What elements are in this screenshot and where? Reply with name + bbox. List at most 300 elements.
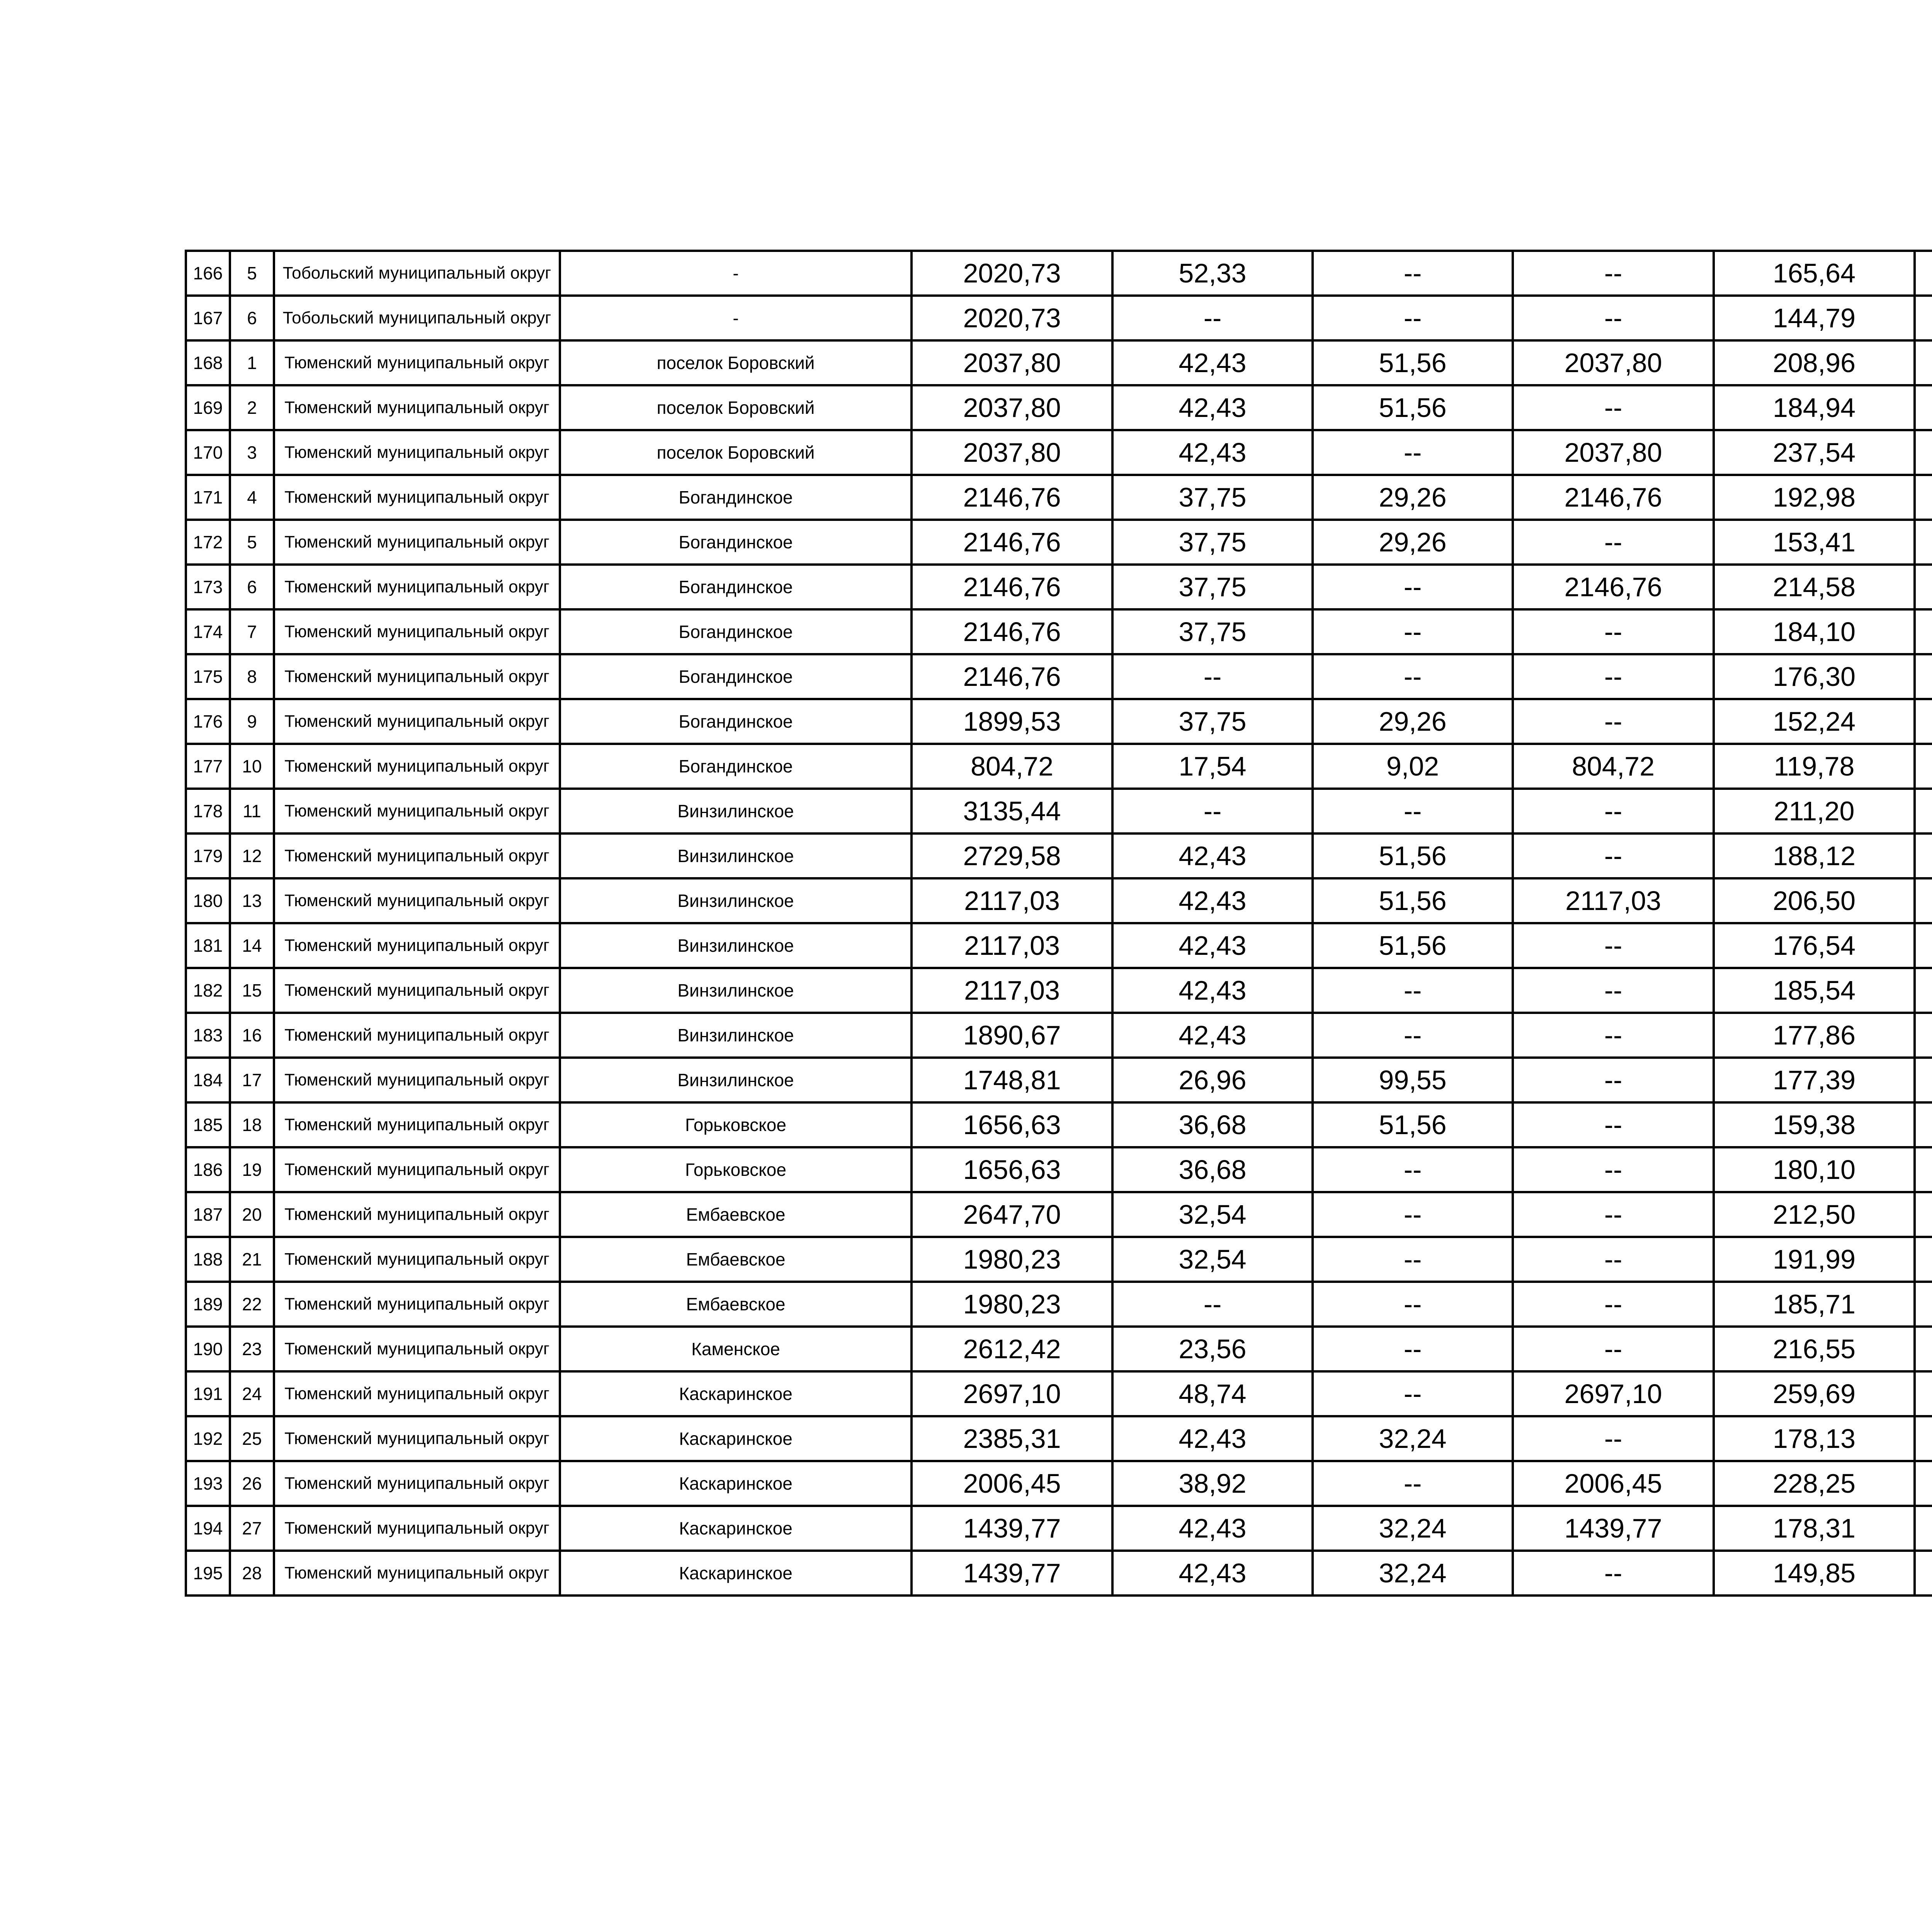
settlement-cell: Горьковское (560, 1102, 912, 1147)
value-cell-4: -- (1513, 609, 1714, 654)
value-cell-4: -- (1513, 654, 1714, 699)
value-cell-4: 2037,80 (1513, 430, 1714, 475)
row-index-cell: 5 (230, 251, 274, 296)
value-cell-2: 23,56 (1112, 1327, 1313, 1371)
value-cell-5: 216,55 (1714, 1327, 1915, 1371)
table-row (186, 878, 1932, 923)
settlement-cell: Ембаевское (560, 1192, 912, 1237)
row-index-cell: 6 (230, 565, 274, 609)
table-row (186, 1192, 1932, 1237)
table-row (186, 340, 1932, 385)
table-body (186, 251, 1932, 1596)
value-cell-5: 119,78 (1714, 744, 1915, 789)
value-cell-5: 184,10 (1714, 609, 1915, 654)
value-cell-1: 2647,70 (912, 1192, 1112, 1237)
value-cell-5: 185,71 (1714, 1282, 1915, 1327)
value-cell-1: 804,72 (912, 744, 1112, 789)
table-row (186, 296, 1932, 340)
value-cell-2: 42,43 (1112, 385, 1313, 430)
row-number-cell: 173 (186, 565, 230, 609)
value-cell-5: 144,79 (1714, 296, 1915, 340)
value-cell-6 (1915, 340, 1932, 385)
municipality-cell: Тюменский муниципальный округ (274, 878, 560, 923)
value-cell-4: -- (1513, 1147, 1714, 1192)
value-cell-1: 2037,80 (912, 340, 1112, 385)
row-index-cell: 25 (230, 1416, 274, 1461)
row-number-cell: 195 (186, 1551, 230, 1596)
value-cell-5: 212,50 (1714, 1192, 1915, 1237)
settlement-cell: Богандинское (560, 520, 912, 565)
value-cell-2: 42,43 (1112, 923, 1313, 968)
row-number-cell: 168 (186, 340, 230, 385)
value-cell-3: 51,56 (1313, 833, 1513, 878)
value-cell-6 (1915, 609, 1932, 654)
value-cell-2: 38,92 (1112, 1461, 1313, 1506)
value-cell-6 (1915, 385, 1932, 430)
value-cell-4: -- (1513, 789, 1714, 833)
value-cell-3: 29,26 (1313, 475, 1513, 520)
municipality-cell: Тюменский муниципальный округ (274, 654, 560, 699)
value-cell-2: 48,74 (1112, 1371, 1313, 1416)
value-cell-1: 2006,45 (912, 1461, 1112, 1506)
value-cell-6 (1915, 475, 1932, 520)
row-index-cell: 14 (230, 923, 274, 968)
value-cell-4: -- (1513, 923, 1714, 968)
row-number-cell: 183 (186, 1013, 230, 1058)
value-cell-3: 51,56 (1313, 340, 1513, 385)
table-row (186, 1102, 1932, 1147)
value-cell-1: 2117,03 (912, 923, 1112, 968)
value-cell-4: 2697,10 (1513, 1371, 1714, 1416)
value-cell-6 (1915, 1282, 1932, 1327)
value-cell-5: 165,64 (1714, 251, 1915, 296)
value-cell-6 (1915, 789, 1932, 833)
value-cell-4: 1439,77 (1513, 1506, 1714, 1551)
municipality-cell: Тюменский муниципальный округ (274, 1058, 560, 1102)
value-cell-4: 2117,03 (1513, 878, 1714, 923)
row-index-cell: 6 (230, 296, 274, 340)
table-row (186, 565, 1932, 609)
row-index-cell: 19 (230, 1147, 274, 1192)
row-index-cell: 16 (230, 1013, 274, 1058)
row-number-cell: 185 (186, 1102, 230, 1147)
municipality-cell: Тюменский муниципальный округ (274, 430, 560, 475)
value-cell-2: 52,33 (1112, 251, 1313, 296)
value-cell-4: -- (1513, 1013, 1714, 1058)
row-index-cell: 8 (230, 654, 274, 699)
value-cell-1: 2146,76 (912, 565, 1112, 609)
row-index-cell: 17 (230, 1058, 274, 1102)
value-cell-3: -- (1313, 789, 1513, 833)
municipality-cell: Тюменский муниципальный округ (274, 520, 560, 565)
value-cell-4: -- (1513, 296, 1714, 340)
row-index-cell: 24 (230, 1371, 274, 1416)
municipality-cell: Тобольский муниципальный округ (274, 251, 560, 296)
settlement-cell: Винзилинское (560, 1013, 912, 1058)
row-index-cell: 4 (230, 475, 274, 520)
value-cell-1: 2020,73 (912, 251, 1112, 296)
value-cell-5: 188,12 (1714, 833, 1915, 878)
value-cell-5: 177,39 (1714, 1058, 1915, 1102)
value-cell-5: 191,99 (1714, 1237, 1915, 1282)
settlement-cell: Богандинское (560, 475, 912, 520)
value-cell-6 (1915, 1147, 1932, 1192)
municipality-cell: Тюменский муниципальный округ (274, 1013, 560, 1058)
row-index-cell: 2 (230, 385, 274, 430)
settlement-cell: Богандинское (560, 744, 912, 789)
settlement-cell: Богандинское (560, 699, 912, 744)
value-cell-4: -- (1513, 251, 1714, 296)
value-cell-3: 29,26 (1313, 520, 1513, 565)
value-cell-2: 32,54 (1112, 1237, 1313, 1282)
value-cell-5: 237,54 (1714, 430, 1915, 475)
value-cell-4: 804,72 (1513, 744, 1714, 789)
value-cell-3: 32,24 (1313, 1506, 1513, 1551)
row-index-cell: 20 (230, 1192, 274, 1237)
value-cell-5: 214,58 (1714, 565, 1915, 609)
value-cell-1: 2037,80 (912, 385, 1112, 430)
value-cell-5: 176,54 (1714, 923, 1915, 968)
municipality-cell: Тюменский муниципальный округ (274, 340, 560, 385)
value-cell-5: 152,24 (1714, 699, 1915, 744)
value-cell-4: 2146,76 (1513, 475, 1714, 520)
value-cell-5: 184,94 (1714, 385, 1915, 430)
row-index-cell: 11 (230, 789, 274, 833)
municipality-cell: Тюменский муниципальный округ (274, 1506, 560, 1551)
municipality-cell: Тюменский муниципальный округ (274, 968, 560, 1013)
row-number-cell: 189 (186, 1282, 230, 1327)
value-cell-1: 2146,76 (912, 609, 1112, 654)
value-cell-5: 206,50 (1714, 878, 1915, 923)
value-cell-1: 2729,58 (912, 833, 1112, 878)
value-cell-2: 36,68 (1112, 1147, 1313, 1192)
value-cell-5: 180,10 (1714, 1147, 1915, 1192)
municipality-cell: Тюменский муниципальный округ (274, 1147, 560, 1192)
value-cell-3: -- (1313, 654, 1513, 699)
value-cell-4: -- (1513, 833, 1714, 878)
municipality-cell: Тюменский муниципальный округ (274, 699, 560, 744)
value-cell-3: -- (1313, 1147, 1513, 1192)
value-cell-3: -- (1313, 1327, 1513, 1371)
value-cell-4: -- (1513, 968, 1714, 1013)
municipality-cell: Тюменский муниципальный округ (274, 1282, 560, 1327)
value-cell-6 (1915, 1551, 1932, 1596)
settlement-cell: Ембаевское (560, 1237, 912, 1282)
row-index-cell: 26 (230, 1461, 274, 1506)
value-cell-6 (1915, 1102, 1932, 1147)
value-cell-3: 51,56 (1313, 878, 1513, 923)
value-cell-5: 178,13 (1714, 1416, 1915, 1461)
value-cell-6 (1915, 654, 1932, 699)
value-cell-3: -- (1313, 1013, 1513, 1058)
municipality-cell: Тюменский муниципальный округ (274, 1371, 560, 1416)
value-cell-2: 37,75 (1112, 565, 1313, 609)
value-cell-5: 178,31 (1714, 1506, 1915, 1551)
value-cell-1: 2697,10 (912, 1371, 1112, 1416)
row-index-cell: 9 (230, 699, 274, 744)
value-cell-5: 177,86 (1714, 1013, 1915, 1058)
row-number-cell: 176 (186, 699, 230, 744)
value-cell-1: 2020,73 (912, 296, 1112, 340)
value-cell-2: -- (1112, 296, 1313, 340)
value-cell-1: 2146,76 (912, 475, 1112, 520)
value-cell-2: 42,43 (1112, 1416, 1313, 1461)
table-row (186, 475, 1932, 520)
table-row (186, 1058, 1932, 1102)
row-number-cell: 172 (186, 520, 230, 565)
value-cell-5: 185,54 (1714, 968, 1915, 1013)
value-cell-5: 259,69 (1714, 1371, 1915, 1416)
settlement-cell: Винзилинское (560, 878, 912, 923)
row-index-cell: 22 (230, 1282, 274, 1327)
table-row (186, 520, 1932, 565)
value-cell-5: 176,30 (1714, 654, 1915, 699)
value-cell-4: -- (1513, 1192, 1714, 1237)
row-number-cell: 180 (186, 878, 230, 923)
row-number-cell: 194 (186, 1506, 230, 1551)
table-row (186, 968, 1932, 1013)
row-number-cell: 170 (186, 430, 230, 475)
row-number-cell: 188 (186, 1237, 230, 1282)
value-cell-6 (1915, 833, 1932, 878)
value-cell-3: -- (1313, 609, 1513, 654)
settlement-cell: Горьковское (560, 1147, 912, 1192)
row-number-cell: 182 (186, 968, 230, 1013)
value-cell-1: 1980,23 (912, 1237, 1112, 1282)
table-row (186, 609, 1932, 654)
row-number-cell: 169 (186, 385, 230, 430)
value-cell-3: -- (1313, 1371, 1513, 1416)
municipality-cell: Тюменский муниципальный округ (274, 1327, 560, 1371)
value-cell-3: -- (1313, 1282, 1513, 1327)
municipality-cell: Тюменский муниципальный округ (274, 789, 560, 833)
table-row (186, 1371, 1932, 1416)
value-cell-5: 192,98 (1714, 475, 1915, 520)
row-index-cell: 12 (230, 833, 274, 878)
table-row (186, 1327, 1932, 1371)
value-cell-5: 208,96 (1714, 340, 1915, 385)
row-number-cell: 171 (186, 475, 230, 520)
value-cell-4: -- (1513, 1327, 1714, 1371)
value-cell-6 (1915, 1192, 1932, 1237)
value-cell-6 (1915, 878, 1932, 923)
value-cell-2: 17,54 (1112, 744, 1313, 789)
settlement-cell: Богандинское (560, 609, 912, 654)
settlement-cell: Богандинское (560, 565, 912, 609)
value-cell-6 (1915, 699, 1932, 744)
row-index-cell: 18 (230, 1102, 274, 1147)
row-number-cell: 174 (186, 609, 230, 654)
value-cell-6 (1915, 1506, 1932, 1551)
value-cell-4: 2006,45 (1513, 1461, 1714, 1506)
table-row (186, 385, 1932, 430)
value-cell-1: 1748,81 (912, 1058, 1112, 1102)
row-number-cell: 175 (186, 654, 230, 699)
municipality-cell: Тюменский муниципальный округ (274, 1237, 560, 1282)
table-row (186, 1461, 1932, 1506)
table-row (186, 833, 1932, 878)
value-cell-1: 2146,76 (912, 520, 1112, 565)
municipality-cell: Тюменский муниципальный округ (274, 1461, 560, 1506)
value-cell-6 (1915, 744, 1932, 789)
municipality-cell: Тобольский муниципальный округ (274, 296, 560, 340)
value-cell-1: 3135,44 (912, 789, 1112, 833)
value-cell-3: -- (1313, 565, 1513, 609)
value-cell-3: 32,24 (1313, 1551, 1513, 1596)
value-cell-1: 1656,63 (912, 1147, 1112, 1192)
value-cell-2: 42,43 (1112, 1551, 1313, 1596)
table-row (186, 251, 1932, 296)
value-cell-2: 42,43 (1112, 878, 1313, 923)
value-cell-1: 1439,77 (912, 1506, 1112, 1551)
value-cell-4: -- (1513, 1551, 1714, 1596)
table-row (186, 430, 1932, 475)
settlement-cell: поселок Боровский (560, 385, 912, 430)
value-cell-3: -- (1313, 1461, 1513, 1506)
value-cell-1: 1656,63 (912, 1102, 1112, 1147)
value-cell-2: 36,68 (1112, 1102, 1313, 1147)
value-cell-2: 26,96 (1112, 1058, 1313, 1102)
value-cell-4: -- (1513, 1058, 1714, 1102)
value-cell-4: -- (1513, 1102, 1714, 1147)
value-cell-3: 51,56 (1313, 923, 1513, 968)
value-cell-5: 159,38 (1714, 1102, 1915, 1147)
settlement-cell: Ембаевское (560, 1282, 912, 1327)
municipality-cell: Тюменский муниципальный округ (274, 475, 560, 520)
row-index-cell: 21 (230, 1237, 274, 1282)
value-cell-3: 99,55 (1313, 1058, 1513, 1102)
settlement-cell: поселок Боровский (560, 340, 912, 385)
row-number-cell: 166 (186, 251, 230, 296)
value-cell-3: 51,56 (1313, 385, 1513, 430)
value-cell-5: 153,41 (1714, 520, 1915, 565)
municipality-cell: Тюменский муниципальный округ (274, 385, 560, 430)
value-cell-6 (1915, 1461, 1932, 1506)
row-index-cell: 1 (230, 340, 274, 385)
row-number-cell: 177 (186, 744, 230, 789)
value-cell-4: -- (1513, 699, 1714, 744)
value-cell-6 (1915, 1013, 1932, 1058)
value-cell-2: 37,75 (1112, 520, 1313, 565)
settlement-cell: Винзилинское (560, 833, 912, 878)
value-cell-4: 2146,76 (1513, 565, 1714, 609)
value-cell-2: 32,54 (1112, 1192, 1313, 1237)
value-cell-6 (1915, 296, 1932, 340)
value-cell-3: -- (1313, 1237, 1513, 1282)
value-cell-2: -- (1112, 1282, 1313, 1327)
value-cell-4: -- (1513, 385, 1714, 430)
value-cell-3: -- (1313, 296, 1513, 340)
settlement-cell: Каскаринское (560, 1461, 912, 1506)
row-index-cell: 23 (230, 1327, 274, 1371)
value-cell-3: 9,02 (1313, 744, 1513, 789)
row-number-cell: 179 (186, 833, 230, 878)
settlement-cell: Винзилинское (560, 968, 912, 1013)
table-row (186, 789, 1932, 833)
value-cell-1: 2117,03 (912, 878, 1112, 923)
value-cell-6 (1915, 430, 1932, 475)
value-cell-6 (1915, 1371, 1932, 1416)
value-cell-5: 228,25 (1714, 1461, 1915, 1506)
settlement-cell: - (560, 251, 912, 296)
value-cell-2: 37,75 (1112, 609, 1313, 654)
value-cell-3: -- (1313, 968, 1513, 1013)
table-row (186, 1551, 1932, 1596)
value-cell-5: 211,20 (1714, 789, 1915, 833)
table-row (186, 744, 1932, 789)
value-cell-5: 149,85 (1714, 1551, 1915, 1596)
row-number-cell: 190 (186, 1327, 230, 1371)
value-cell-1: 2037,80 (912, 430, 1112, 475)
municipality-cell: Тюменский муниципальный округ (274, 833, 560, 878)
value-cell-6 (1915, 251, 1932, 296)
row-index-cell: 5 (230, 520, 274, 565)
value-cell-4: -- (1513, 1237, 1714, 1282)
settlement-cell: Каменское (560, 1327, 912, 1371)
value-cell-3: -- (1313, 251, 1513, 296)
value-cell-2: 37,75 (1112, 699, 1313, 744)
value-cell-2: 42,43 (1112, 968, 1313, 1013)
value-cell-1: 2385,31 (912, 1416, 1112, 1461)
value-cell-6 (1915, 1327, 1932, 1371)
settlement-cell: Богандинское (560, 654, 912, 699)
value-cell-6 (1915, 923, 1932, 968)
municipality-cell: Тюменский муниципальный округ (274, 609, 560, 654)
table-row (186, 1147, 1932, 1192)
value-cell-6 (1915, 1416, 1932, 1461)
table-row (186, 1416, 1932, 1461)
row-index-cell: 10 (230, 744, 274, 789)
municipality-cell: Тюменский муниципальный округ (274, 565, 560, 609)
row-number-cell: 191 (186, 1371, 230, 1416)
value-cell-1: 1890,67 (912, 1013, 1112, 1058)
value-cell-4: -- (1513, 520, 1714, 565)
value-cell-2: -- (1112, 789, 1313, 833)
row-number-cell: 186 (186, 1147, 230, 1192)
row-index-cell: 28 (230, 1551, 274, 1596)
value-cell-1: 1439,77 (912, 1551, 1112, 1596)
value-cell-4: -- (1513, 1416, 1714, 1461)
row-number-cell: 178 (186, 789, 230, 833)
tariff-table (185, 250, 1932, 1597)
value-cell-1: 2612,42 (912, 1327, 1112, 1371)
table-row (186, 1237, 1932, 1282)
settlement-cell: Винзилинское (560, 789, 912, 833)
settlement-cell: Каскаринское (560, 1551, 912, 1596)
row-number-cell: 181 (186, 923, 230, 968)
municipality-cell: Тюменский муниципальный округ (274, 1416, 560, 1461)
settlement-cell: Винзилинское (560, 923, 912, 968)
row-index-cell: 3 (230, 430, 274, 475)
row-number-cell: 193 (186, 1461, 230, 1506)
value-cell-1: 2146,76 (912, 654, 1112, 699)
row-number-cell: 167 (186, 296, 230, 340)
municipality-cell: Тюменский муниципальный округ (274, 744, 560, 789)
municipality-cell: Тюменский муниципальный округ (274, 1192, 560, 1237)
value-cell-6 (1915, 1058, 1932, 1102)
municipality-cell: Тюменский муниципальный округ (274, 923, 560, 968)
value-cell-2: 37,75 (1112, 475, 1313, 520)
value-cell-3: 51,56 (1313, 1102, 1513, 1147)
value-cell-1: 1980,23 (912, 1282, 1112, 1327)
value-cell-3: -- (1313, 430, 1513, 475)
table-row (186, 923, 1932, 968)
table-row (186, 1013, 1932, 1058)
value-cell-2: 42,43 (1112, 430, 1313, 475)
table-row (186, 654, 1932, 699)
table-row (186, 1506, 1932, 1551)
value-cell-3: -- (1313, 1192, 1513, 1237)
